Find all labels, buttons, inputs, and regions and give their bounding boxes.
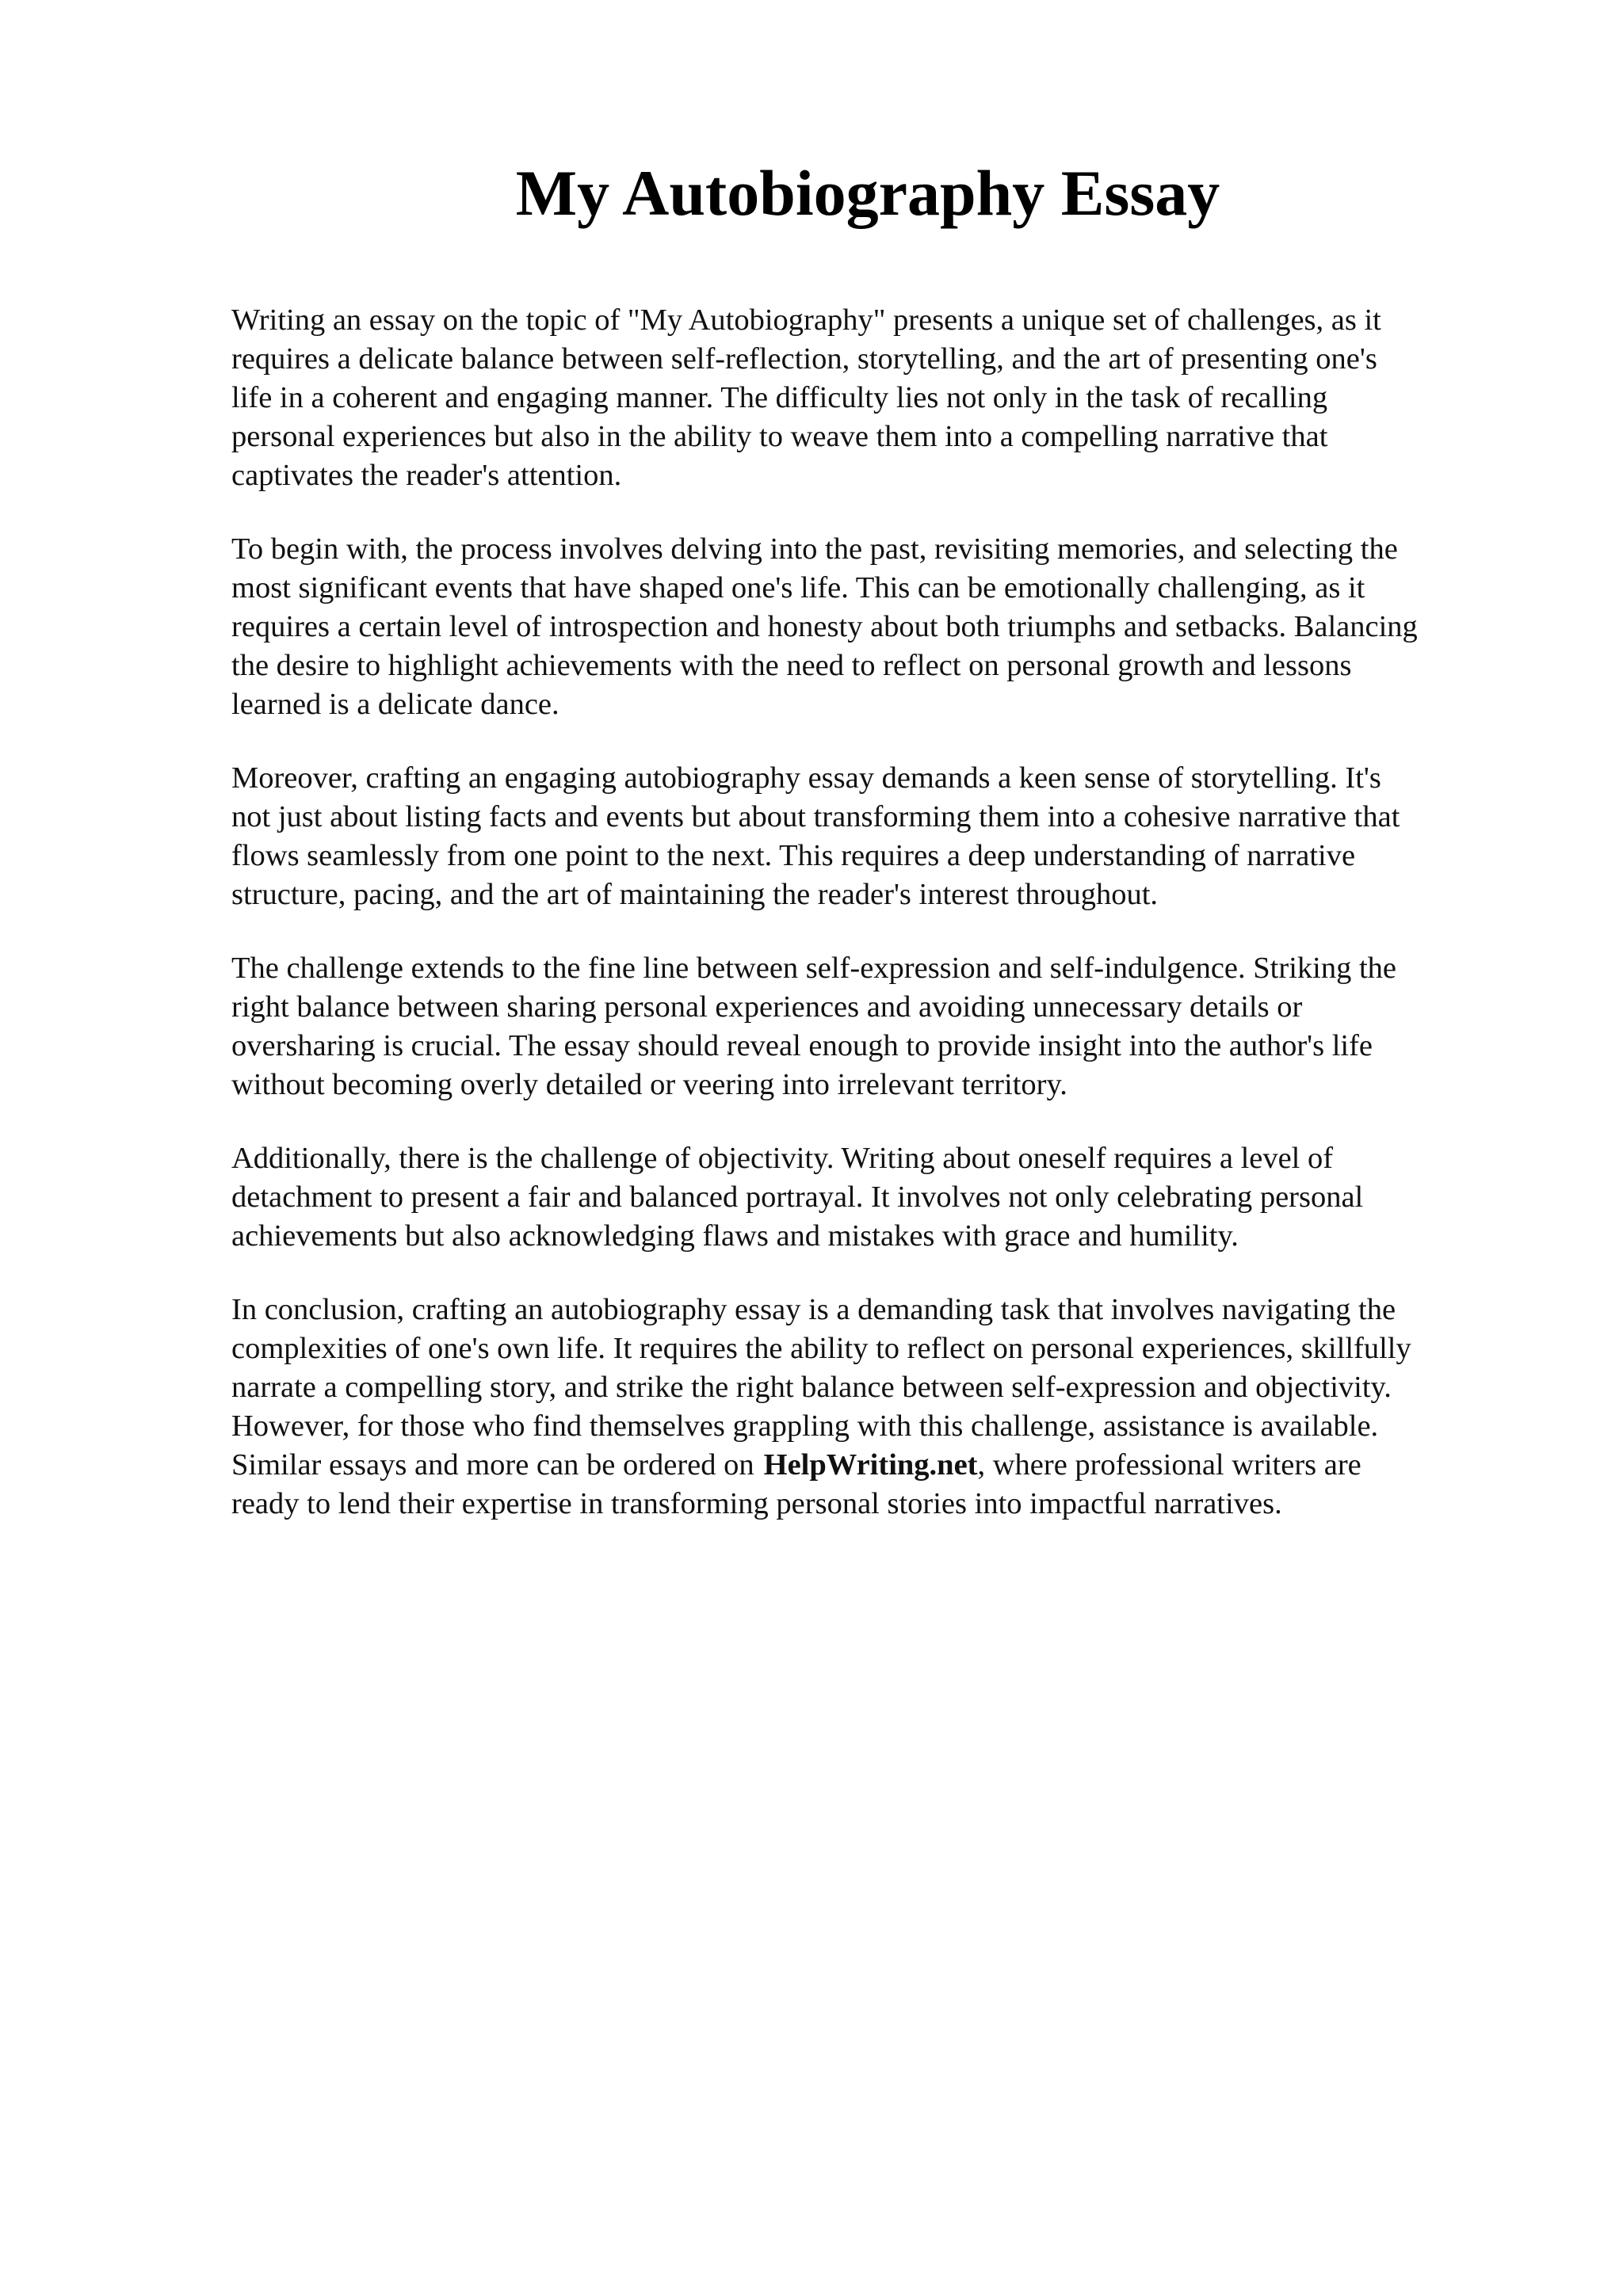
paragraph-line: life in a coherent and engaging manner. The difficulty lies not only in the task of recalling: [231, 381, 1328, 414]
paragraph-line: learned is a delicate dance.: [231, 688, 559, 721]
paragraph-1: [231, 301, 1515, 495]
helpwriting-link[interactable]: HelpWriting.net: [763, 1448, 978, 1482]
paragraph-5: [231, 1139, 1515, 1256]
essay-body: [231, 301, 1515, 1558]
paragraph-line: without becoming overly detailed or veering into irrelevant territory.: [231, 1068, 1067, 1101]
paragraph-line: detachment to present a fair and balanced portrayal. It involves not only celebrating personal: [231, 1180, 1364, 1214]
paragraph-line: complexities of one's own life. It requires the ability to reflect on personal experiences, skillfully: [231, 1332, 1411, 1365]
closing-text-after-link: , where professional writers are: [977, 1448, 1361, 1482]
paragraph-line: not just about listing facts and events but about transforming them into a cohesive narrative that: [231, 800, 1400, 833]
paragraph-6: [231, 1291, 1515, 1524]
closing-text-before-link: Similar essays and more can be ordered on: [231, 1448, 754, 1482]
paragraph-line: Writing an essay on the topic of "My Autobiography" presents a unique set of challenges, as it: [231, 303, 1381, 337]
final-line: ready to lend their expertise in transforming personal stories into impactful narratives.: [231, 1487, 1282, 1520]
paragraph-line: requires a delicate balance between self-reflection, storytelling, and the art of presenting one's: [231, 342, 1377, 376]
paragraph-2: [231, 530, 1515, 724]
paragraph-line: most significant events that have shaped one's life. This can be emotionally challenging, as it: [231, 571, 1365, 605]
paragraph-line: The challenge extends to the fine line between self-expression and self-indulgence. Striking the: [231, 952, 1396, 985]
paragraph-line: achievements but also acknowledging flaws and mistakes with grace and humility.: [231, 1219, 1239, 1253]
paragraph-line: To begin with, the process involves delving into the past, revisiting memories, and selecting the: [231, 532, 1398, 566]
paragraph-line: narrate a compelling story, and strike the right balance between self-expression and objectivity.: [231, 1371, 1392, 1404]
paragraph-line: the desire to highlight achievements with the need to reflect on personal growth and lessons: [231, 649, 1352, 682]
paragraph-line: In conclusion, crafting an autobiography essay is a demanding task that involves navigating the: [231, 1293, 1396, 1326]
paragraph-line: right balance between sharing personal experiences and avoiding unnecessary details or: [231, 990, 1303, 1024]
paragraph-line: structure, pacing, and the art of maintaining the reader's interest throughout.: [231, 878, 1159, 911]
paragraph-line: flows seamlessly from one point to the next. This requires a deep understanding of narrative: [231, 839, 1356, 872]
paragraph-3: [231, 759, 1515, 914]
paragraph-line: oversharing is crucial. The essay should reveal enough to provide insight into the author's life: [231, 1029, 1373, 1062]
paragraph-line: Additionally, there is the challenge of objectivity. Writing about oneself requires a level of: [231, 1142, 1334, 1175]
closing-line-with-link: [231, 1446, 1515, 1485]
paragraph-line: personal experiences but also in the ability to weave them into a compelling narrative that: [231, 420, 1328, 453]
paragraph-line: However, for those who find themselves grappling with this challenge, assistance is available.: [231, 1409, 1379, 1443]
paragraph-line: requires a certain level of introspection and honesty about both triumphs and setbacks. Balancing: [231, 610, 1418, 643]
document-title: My Autobiography Essay: [515, 157, 1220, 229]
paragraph-line: Moreover, crafting an engaging autobiography essay demands a keen sense of storytelling. It's: [231, 761, 1381, 795]
paragraph-line: captivates the reader's attention.: [231, 459, 622, 492]
paragraph-4: [231, 949, 1515, 1104]
